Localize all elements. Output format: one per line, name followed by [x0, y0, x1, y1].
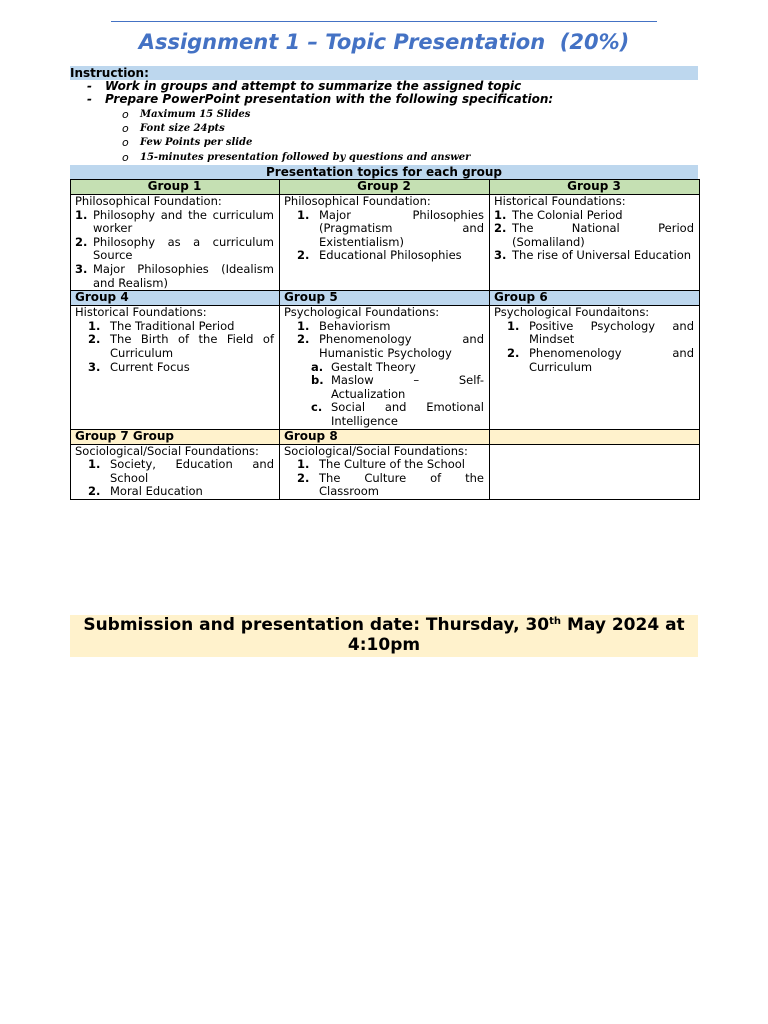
group-header-row: [71, 429, 700, 444]
item-number: 1.: [88, 457, 101, 472]
topic-item: [284, 458, 484, 472]
group-3-header: Group 3: [490, 180, 700, 195]
item-number: 2.: [297, 248, 310, 263]
item-number: 3.: [75, 261, 88, 276]
specification-text: Maximum 15 Slides: [140, 109, 251, 120]
topic-text: The Colonial Period: [512, 207, 623, 222]
topic-item: [75, 485, 274, 499]
empty-content-cell: [490, 444, 700, 499]
group-7-topics: [75, 458, 274, 499]
group-8-foundation: Sociological/Social Foundations:: [284, 443, 468, 458]
item-number: 1.: [75, 207, 88, 222]
group-2-foundation: Philosophical Foundation:: [284, 194, 431, 208]
group-2-topics: [284, 209, 484, 263]
topic-item: [284, 249, 484, 263]
group-5-foundation: Psychological Foundations:: [284, 305, 440, 320]
topic-item: [75, 236, 274, 263]
topic-text: Educational Philosophies: [319, 248, 462, 263]
page-title: Assignment 1 – Topic Presentation (20%): [138, 30, 630, 54]
item-number: 1.: [297, 318, 310, 333]
topic-text: The Traditional Period: [110, 318, 235, 333]
topic-item: [75, 263, 274, 290]
group-5-subtopics: [284, 361, 484, 429]
group-5-topics: [284, 320, 484, 361]
topic-text: The Culture of the School: [319, 457, 466, 472]
empty-header-cell: [490, 429, 700, 444]
item-number: 1.: [88, 318, 101, 333]
title-top-rule: [111, 21, 657, 22]
item-number: 3.: [494, 248, 507, 263]
group-1-topics: [75, 209, 274, 291]
topic-item: [284, 209, 484, 250]
item-number: 2.: [297, 332, 310, 347]
group-header-row: [71, 291, 700, 306]
submission-date-banner: [70, 615, 698, 657]
instruction-heading: [70, 66, 698, 80]
specification-list: [70, 108, 698, 165]
group-1-foundation: Philosophical Foundation:: [75, 194, 222, 208]
topic-text: The rise of Universal Education: [512, 248, 692, 263]
circle-bullet: o: [122, 150, 129, 164]
group-1-header: Group 1: [71, 180, 280, 195]
subtopic-item: [284, 361, 484, 375]
group-3-cell: [490, 195, 700, 291]
instruction-label: Instruction:: [70, 66, 149, 80]
item-number: 2.: [88, 484, 101, 499]
submission-text: Submission and presentation date: Thursday, 30: [83, 615, 550, 635]
subtopic-text: Social and Emotional Intelligence: [331, 400, 484, 428]
topic-text: Phenomenology and Humanistic Psychology: [319, 332, 484, 360]
group-6-topics: [494, 320, 694, 374]
specification-item: [70, 151, 698, 165]
instruction-item: [70, 93, 698, 106]
item-number: 1.: [507, 318, 520, 333]
topic-item: [494, 347, 694, 374]
subtopic-item: [284, 401, 484, 428]
group-1-cell: [71, 195, 280, 291]
subtopic-item: [284, 374, 484, 401]
group-content-row: [71, 306, 700, 429]
item-number: 1.: [297, 207, 310, 222]
group-7-header: Group 7 Group: [71, 429, 280, 444]
topic-text: The Birth of the Field of Curriculum: [110, 332, 274, 360]
topic-text: The Culture of the Classroom: [319, 470, 484, 499]
item-number: 2.: [297, 470, 310, 485]
group-3-foundation: Historical Foundations:: [494, 194, 626, 208]
specification-text: 15-minutes presentation followed by questions and answer: [140, 151, 471, 163]
group-3-topics: [494, 209, 694, 263]
topic-item: [75, 361, 274, 375]
item-number: 3.: [88, 359, 101, 374]
group-6-cell: [490, 306, 700, 429]
group-content-row: [71, 444, 700, 499]
topic-item: [75, 333, 274, 360]
topic-item: [494, 249, 694, 263]
topic-text: Current Focus: [110, 359, 190, 374]
item-number: 1.: [494, 207, 507, 222]
group-8-header: Group 8: [280, 429, 490, 444]
dash-bullet: -: [87, 92, 92, 106]
topic-text: Moral Education: [110, 484, 203, 499]
specification-item: [70, 108, 698, 122]
group-7-foundation: Sociological/Social Foundations:: [75, 443, 259, 458]
topic-item: [494, 209, 694, 223]
topic-item: [284, 472, 484, 499]
submission-text-end: May 2024 at 4:10pm: [347, 615, 685, 655]
topics-heading: Presentation topics for each group: [70, 165, 698, 179]
group-2-cell: [280, 195, 490, 291]
topic-text: Philosophy and the curriculum worker: [93, 207, 274, 236]
group-6-foundation: Psychological Foundaitons:: [494, 305, 650, 320]
specification-text: Font size 24pts: [140, 123, 225, 135]
item-number: 2.: [88, 332, 101, 347]
group-4-header: Group 4: [71, 291, 280, 306]
topic-item: [494, 320, 694, 347]
item-letter: c.: [311, 400, 323, 415]
topic-item: [284, 333, 484, 360]
subtopic-text: Maslow – Self-Actualization: [331, 373, 484, 401]
item-letter: a.: [311, 359, 324, 374]
group-2-header: Group 2: [280, 180, 490, 195]
topic-text: Phenomenology and Curriculum: [529, 345, 694, 374]
topic-text: Society, Education and School: [110, 457, 274, 485]
circle-bullet: o: [122, 136, 129, 150]
specification-text: Few Points per slide: [140, 137, 253, 149]
topic-text: Major Philosophies (Pragmatism and Existentialism): [319, 207, 484, 249]
item-number: 2.: [507, 345, 520, 360]
group-4-cell: [71, 306, 280, 429]
topic-text: Behaviorism: [319, 318, 391, 333]
specification-item: [70, 122, 698, 136]
item-number: 1.: [297, 457, 310, 472]
topic-item: [75, 320, 274, 334]
group-7-cell: [71, 444, 280, 499]
specification-item: [70, 136, 698, 150]
item-number: 2.: [75, 234, 88, 249]
group-8-cell: [280, 444, 490, 499]
group-content-row: [71, 195, 700, 291]
topic-text: Positive Psychology and Mindset: [529, 318, 694, 347]
topic-item: [494, 222, 694, 249]
circle-bullet: o: [122, 122, 129, 136]
instruction-text: Work in groups and attempt to summarize the assigned topic: [105, 79, 522, 93]
topic-text: Philosophy as a curriculum Source: [93, 234, 274, 263]
group-8-topics: [284, 458, 484, 499]
instruction-list: [70, 80, 698, 106]
circle-bullet: o: [122, 108, 129, 121]
topic-item: [75, 209, 274, 236]
group-4-foundation: Historical Foundations:: [75, 305, 207, 320]
group-5-cell: [280, 306, 490, 429]
group-header-row: [71, 180, 700, 195]
topic-text: The National Period (Somaliland): [512, 221, 694, 249]
item-number: 2.: [494, 221, 507, 236]
item-letter: b.: [311, 373, 324, 388]
topic-item: [75, 458, 274, 485]
group-topics-table: [70, 179, 700, 500]
instruction-text: Prepare PowerPoint presentation with the following specification:: [105, 92, 554, 106]
group-5-header: Group 5: [280, 291, 490, 306]
dash-bullet: -: [87, 79, 92, 93]
topic-text: Major Philosophies (Idealism and Realism): [93, 261, 274, 290]
group-6-header: Group 6: [490, 291, 700, 306]
subtopic-text: Gestalt Theory: [331, 359, 416, 374]
date-ordinal: th: [549, 616, 562, 627]
group-4-topics: [75, 320, 274, 374]
topic-item: [284, 320, 484, 334]
